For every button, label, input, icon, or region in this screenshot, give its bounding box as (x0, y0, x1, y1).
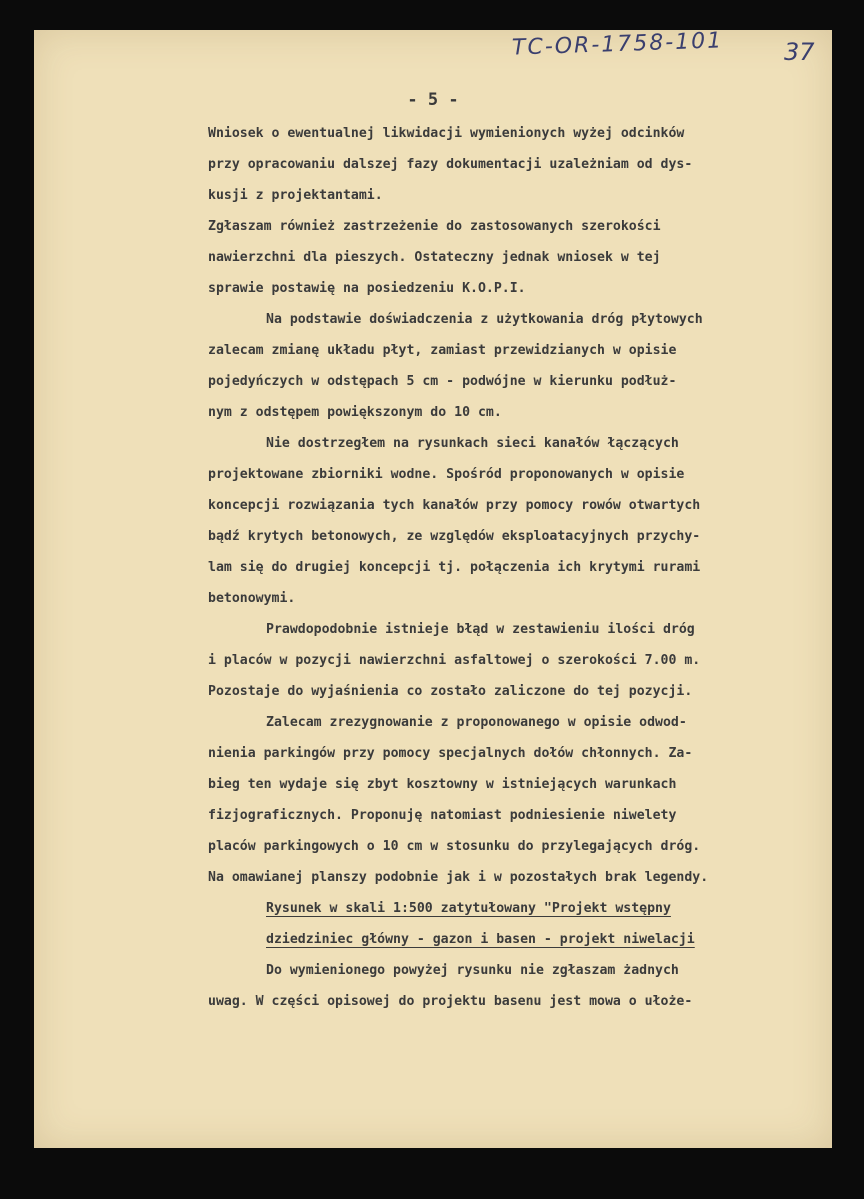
line-text: bieg ten wydaje się zbyt kosztowny w istniejących warunkach (208, 777, 677, 792)
line-text: koncepcji rozwiązania tych kanałów przy pomocy rowów otwartych (208, 498, 701, 513)
line-text: fizjograficznych. Proponuję natomiast podniesienie niwelety (208, 808, 677, 823)
page-number: - 5 - (407, 90, 459, 110)
text-line (208, 831, 824, 862)
line-text: przy opracowaniu dalszej fazy dokumentacji uzależniam od dys- (208, 157, 693, 172)
line-text: Zgłaszam również zastrzeżenie do zastosowanych szerokości (208, 219, 661, 234)
text-line (208, 304, 824, 335)
text-line (208, 397, 824, 428)
text-line (208, 707, 824, 738)
text-line (208, 769, 824, 800)
document-body (208, 118, 824, 1017)
text-line (208, 366, 824, 397)
line-text: kusji z projektantami. (208, 188, 383, 203)
text-line (208, 893, 824, 924)
line-text: nym z odstępem powiększonym do 10 cm. (208, 405, 502, 420)
line-text: bądź krytych betonowych, ze względów eksploatacyjnych przychy- (208, 529, 701, 544)
text-line (208, 738, 824, 769)
text-line (208, 676, 824, 707)
line-text: betonowymi. (208, 591, 296, 606)
underlined-text: Rysunek w skali 1:500 zatytułowany "Projekt wstępny (266, 901, 671, 916)
line-text: Nie dostrzegłem na rysunkach sieci kanałów łączących (266, 436, 679, 451)
line-text: sprawie postawię na posiedzeniu K.O.P.I. (208, 281, 526, 296)
line-text: pojedyńczych w odstępach 5 cm - podwójne w kierunku podłuż- (208, 374, 677, 389)
text-line (208, 521, 824, 552)
text-line (208, 273, 824, 304)
text-line (208, 428, 824, 459)
folio-number: 37 (784, 38, 815, 66)
line-text: i placów w pozycji nawierzchni asfaltowej o szerokości 7.00 m. (208, 653, 701, 668)
text-line (208, 149, 824, 180)
line-text: nawierzchni dla pieszych. Ostateczny jednak wniosek w tej (208, 250, 661, 265)
line-text: nienia parkingów przy pomocy specjalnych dołów chłonnych. Za- (208, 746, 693, 761)
line-text: projektowane zbiorniki wodne. Spośród proponowanych w opisie (208, 467, 685, 482)
text-line (208, 490, 824, 521)
line-text: placów parkingowych o 10 cm w stosunku do przylegających dróg. (208, 839, 701, 854)
line-text: zalecam zmianę układu płyt, zamiast przewidzianych w opisie (208, 343, 677, 358)
text-line (208, 180, 824, 211)
text-line (208, 459, 824, 490)
archive-reference: TC-OR-1758-101 (511, 28, 724, 61)
text-line (208, 862, 824, 893)
text-line (208, 800, 824, 831)
text-line (208, 335, 824, 366)
text-line (208, 645, 824, 676)
text-line (208, 242, 824, 273)
line-text: Na omawianej planszy podobnie jak i w pozostałych brak legendy. (208, 870, 709, 885)
text-line (208, 986, 824, 1017)
text-line (208, 583, 824, 614)
text-line (208, 552, 824, 583)
text-line (208, 118, 824, 149)
text-line (208, 924, 824, 955)
text-line (208, 614, 824, 645)
text-line (208, 211, 824, 242)
line-text: Wniosek o ewentualnej likwidacji wymienionych wyżej odcinków (208, 126, 685, 141)
line-text: Do wymienionego powyżej rysunku nie zgłaszam żadnych (266, 963, 679, 978)
line-text: Zalecam zrezygnowanie z proponowanego w opisie odwod- (266, 715, 687, 730)
line-text: lam się do drugiej koncepcji tj. połączenia ich krytymi rurami (208, 560, 701, 575)
text-line (208, 955, 824, 986)
line-text: Pozostaje do wyjaśnienia co zostało zaliczone do tej pozycji. (208, 684, 693, 699)
underlined-text: dziedziniec główny - gazon i basen - projekt niwelacji (266, 932, 695, 947)
line-text: uwag. W części opisowej do projektu basenu jest mowa o ułoże- (208, 994, 693, 1009)
line-text: Prawdopodobnie istnieje błąd w zestawieniu ilości dróg (266, 622, 695, 637)
document-page (34, 30, 832, 1148)
line-text: Na podstawie doświadczenia z użytkowania dróg płytowych (266, 312, 703, 327)
